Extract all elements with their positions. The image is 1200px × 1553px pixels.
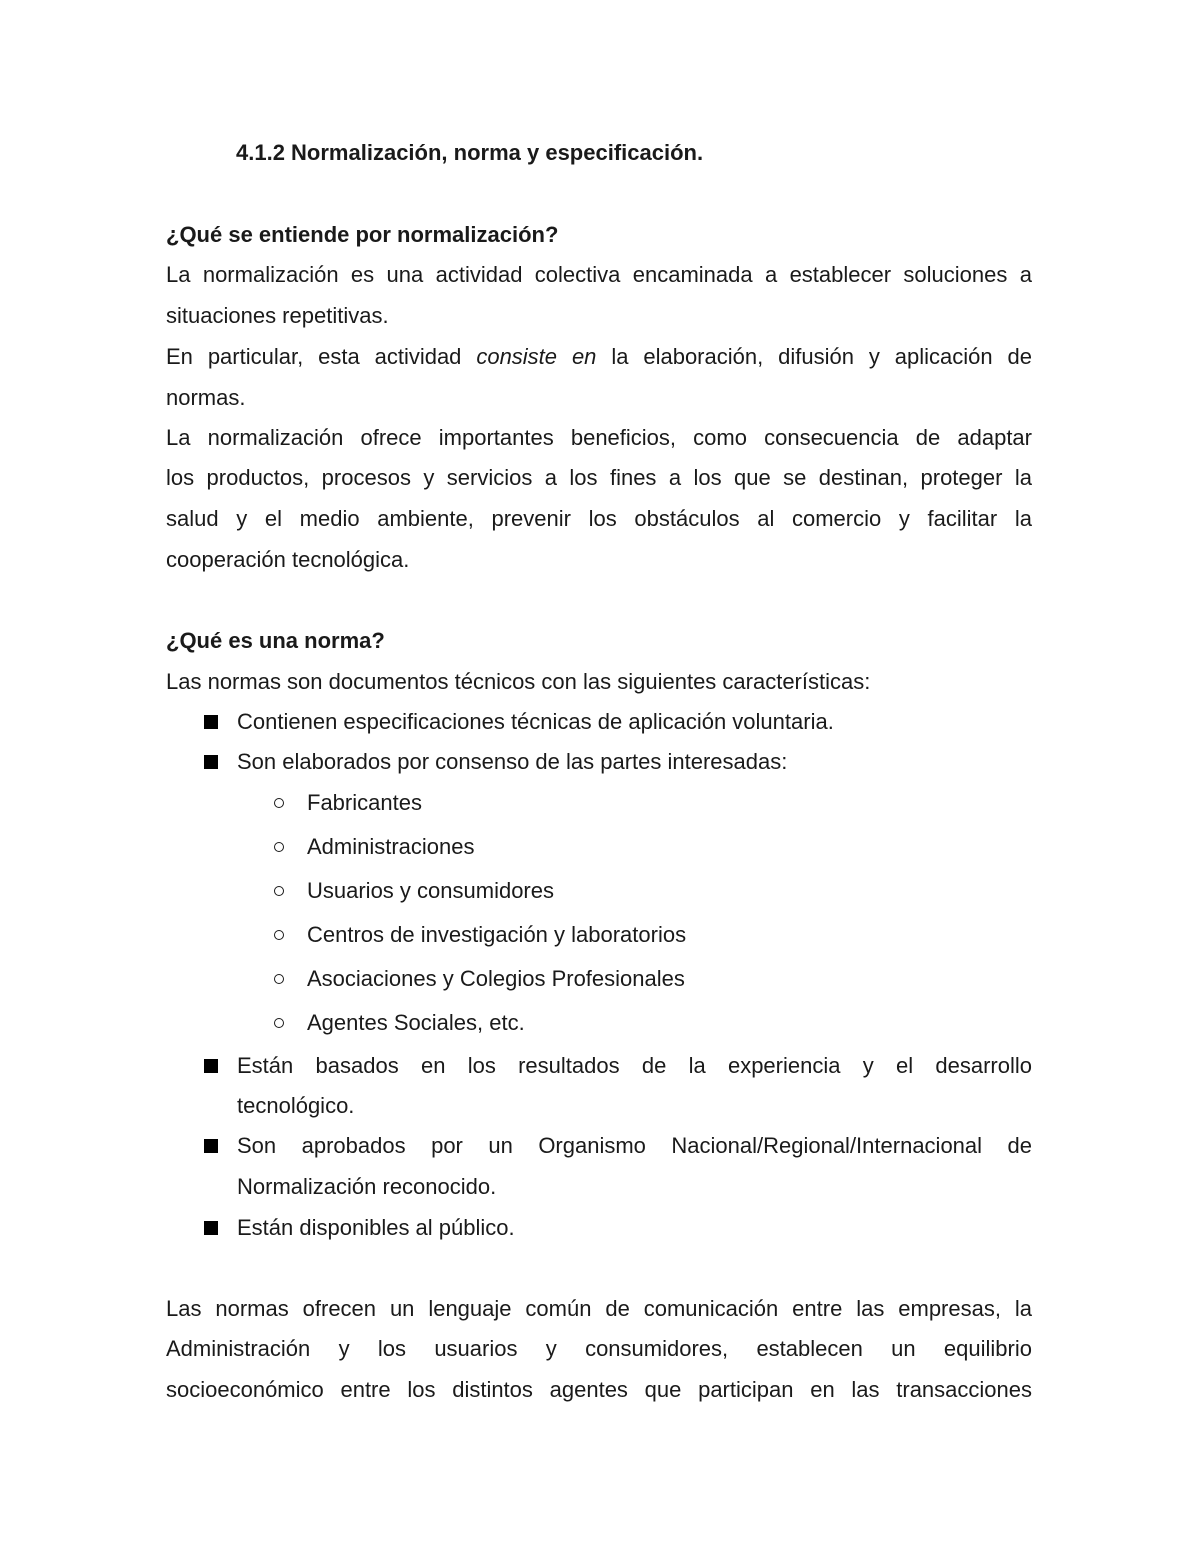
closing-paragraph-line: Administración y los usuarios y consumidores, establecen un equilibrio [166, 1336, 1032, 1361]
circle-bullet-icon [274, 1018, 284, 1028]
sub-bullet-item: Agentes Sociales, etc. [307, 1010, 525, 1035]
square-bullet-icon [204, 1059, 218, 1073]
closing-paragraph-line: Las normas ofrecen un lenguaje común de comunicación entre las empresas, la [166, 1296, 1032, 1321]
bullet-item-continuation: Normalización reconocido. [237, 1174, 497, 1199]
bullet-item-continuation: tecnológico. [237, 1093, 355, 1118]
q1-heading: ¿Qué se entiende por normalización? [166, 222, 559, 247]
bullet-item: Son aprobados por un Organismo Nacional/Regional/Internacional de [237, 1133, 1032, 1158]
closing-paragraph-line: socioeconómico entre los distintos agentes que participan en las transacciones [166, 1377, 1032, 1402]
circle-bullet-icon [274, 798, 284, 808]
sub-bullet-item: Fabricantes [307, 790, 422, 815]
q1-paragraph-line: los productos, procesos y servicios a los fines a los que se destinan, proteger la [166, 465, 1032, 490]
sub-bullet-item: Centros de investigación y laboratorios [307, 922, 687, 947]
section-heading: 4.1.2 Normalización, norma y especificación. [236, 140, 704, 165]
q1-paragraph-line: cooperación tecnológica. [166, 547, 410, 572]
bullet-item: Están disponibles al público. [237, 1215, 515, 1240]
square-bullet-icon [204, 1139, 218, 1153]
q2-heading: ¿Qué es una norma? [166, 628, 385, 653]
square-bullet-icon [204, 1221, 218, 1235]
bullet-item: Contienen especificaciones técnicas de aplicación voluntaria. [237, 709, 834, 734]
q1-paragraph-line: La normalización ofrece importantes beneficios, como consecuencia de adaptar [166, 425, 1032, 450]
sub-bullet-item: Usuarios y consumidores [307, 878, 554, 903]
q1-paragraph-line: La normalización es una actividad colectiva encaminada a establecer soluciones a [166, 262, 1032, 287]
sub-bullet-item: Asociaciones y Colegios Profesionales [307, 966, 685, 991]
circle-bullet-icon [274, 930, 284, 940]
q1-paragraph-line: En particular, esta actividad consiste en la elaboración, difusión y aplicación de [166, 344, 1032, 369]
q1-paragraph-line: situaciones repetitivas. [166, 303, 389, 328]
q2-intro: Las normas son documentos técnicos con las siguientes características: [166, 669, 871, 694]
sub-bullet-item: Administraciones [307, 834, 475, 859]
square-bullet-icon [204, 755, 218, 769]
circle-bullet-icon [274, 974, 284, 984]
bullet-item: Están basados en los resultados de la experiencia y el desarrollo [237, 1053, 1032, 1078]
square-bullet-icon [204, 715, 218, 729]
bullet-item: Son elaborados por consenso de las partes interesadas: [237, 749, 788, 774]
q1-paragraph-line: normas. [166, 385, 246, 410]
circle-bullet-icon [274, 886, 284, 896]
q1-paragraph-line: salud y el medio ambiente, prevenir los obstáculos al comercio y facilitar la [166, 506, 1032, 531]
circle-bullet-icon [274, 842, 284, 852]
italic-phrase: consiste en [476, 344, 597, 369]
